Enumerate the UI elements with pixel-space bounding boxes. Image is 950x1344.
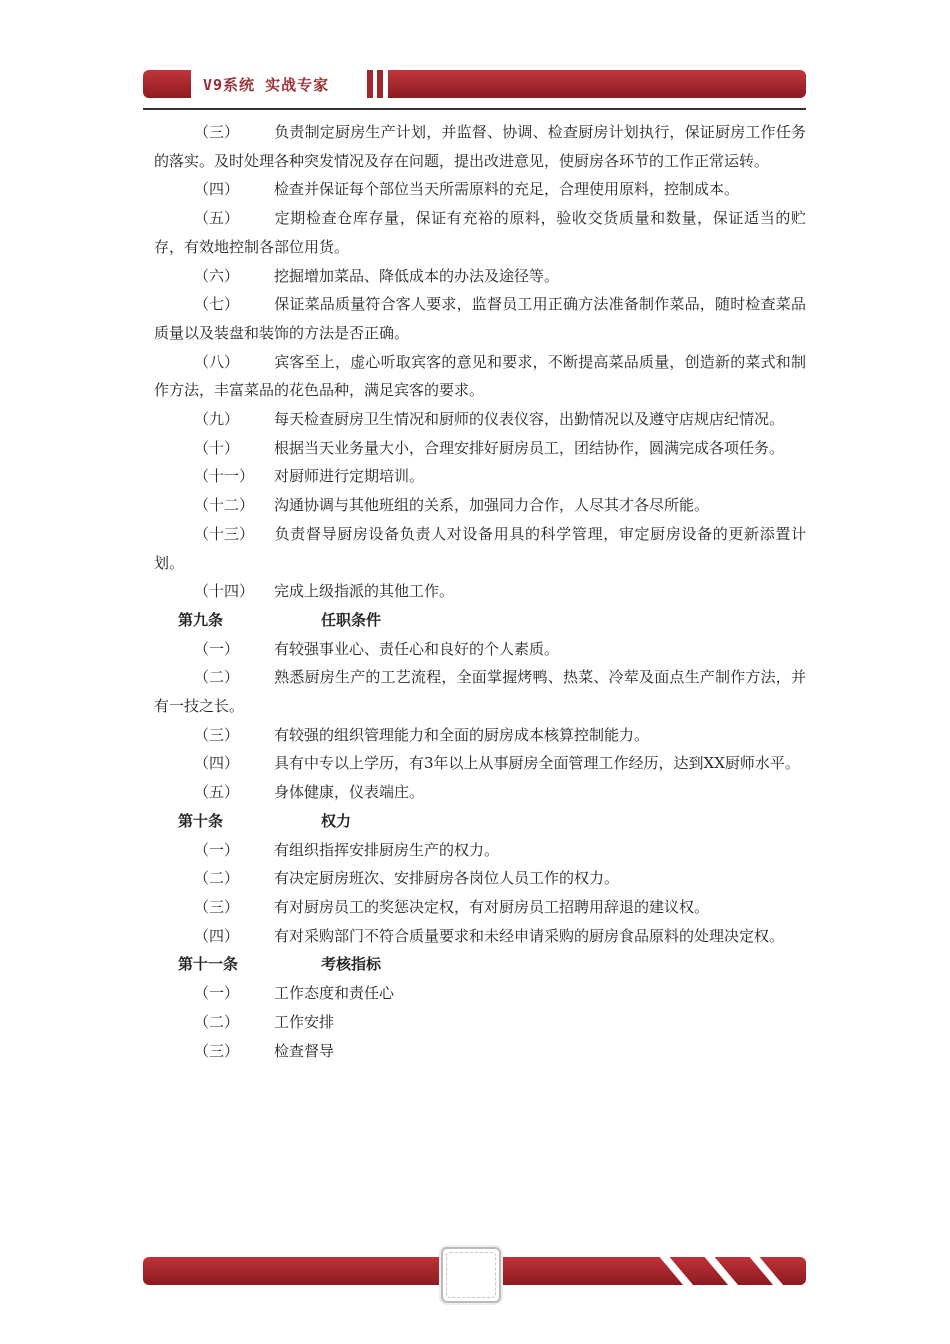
article-heading xyxy=(154,807,806,836)
article-number: 第十一条 xyxy=(178,955,239,974)
clause-number: （十四） xyxy=(194,582,255,601)
article-title: 权力 xyxy=(321,811,352,830)
clause-paragraph xyxy=(154,118,806,175)
clause-paragraph xyxy=(154,864,806,893)
clause-number: （九） xyxy=(194,410,240,429)
clause-number: （十二） xyxy=(194,496,255,515)
clause-text: 有对厨房员工的奖惩决定权，有对厨房员工招聘用辞退的建议权。 xyxy=(274,897,710,916)
clause-paragraph xyxy=(154,663,806,720)
clause-text: 有决定厨房班次、安排厨房各岗位人员工作的权力。 xyxy=(274,869,620,888)
clause-paragraph xyxy=(154,491,806,520)
clause-text: 有组织指挥安排厨房生产的权力。 xyxy=(274,840,500,859)
header-right-block xyxy=(388,70,806,98)
clause-paragraph xyxy=(154,1037,806,1066)
page-number-box xyxy=(441,1247,501,1303)
clause-text: 对厨师进行定期培训。 xyxy=(274,467,425,486)
clause-text: 熟悉厨房生产的工艺流程，全面掌握烤鸭、热菜、冷荤及面点生产制作方法，并有一技之长。 xyxy=(154,668,806,716)
page-header-banner xyxy=(143,68,806,100)
clause-number: （二） xyxy=(194,668,240,687)
clause-text: 有对采购部门不符合质量要求和未经申请采购的厨房食品原料的处理决定权。 xyxy=(274,926,785,945)
clause-number: （一） xyxy=(194,639,240,658)
clause-number: （十三） xyxy=(194,524,255,543)
clause-paragraph xyxy=(154,577,806,606)
clause-number: （七） xyxy=(194,295,240,314)
clause-paragraph xyxy=(154,836,806,865)
clause-text: 工作态度和责任心 xyxy=(274,984,395,1003)
clause-text: 检查督导 xyxy=(274,1041,335,1060)
clause-number: （十一） xyxy=(194,467,255,486)
clause-paragraph xyxy=(154,749,806,778)
clause-text: 沟通协调与其他班组的关系，加强同力合作，人尽其才各尽所能。 xyxy=(274,496,710,515)
clause-paragraph xyxy=(154,979,806,1008)
clause-number: （二） xyxy=(194,1012,240,1031)
clause-number: （十） xyxy=(194,438,240,457)
header-left-block xyxy=(143,70,191,98)
clause-paragraph xyxy=(154,721,806,750)
clause-text: 有较强事业心、责任心和良好的个人素质。 xyxy=(274,639,560,658)
clause-text: 具有中专以上学历，有3年以上从事厨房全面管理工作经历，达到XX厨师水平。 xyxy=(274,754,800,773)
clause-text: 根据当天业务量大小，合理安排好厨房员工，团结协作，圆满完成各项任务。 xyxy=(274,438,785,457)
clause-text: 负责督导厨房设备负责人对设备用具的科学管理，审定厨房设备的更新添置计划。 xyxy=(154,524,806,572)
clause-number: （五） xyxy=(194,209,240,228)
article-title: 考核指标 xyxy=(321,955,382,974)
article-title: 任职条件 xyxy=(321,610,382,629)
header-title: V9系统 实战专家 xyxy=(203,76,330,94)
clause-number: （三） xyxy=(194,725,240,744)
article-number: 第十条 xyxy=(178,811,224,830)
clause-text: 每天检查厨房卫生情况和厨师的仪表仪容，出勤情况以及遵守店规店纪情况。 xyxy=(274,410,785,429)
clause-paragraph xyxy=(154,434,806,463)
clause-number: （四） xyxy=(194,926,240,945)
clause-text: 检查并保证每个部位当天所需原料的充足，合理使用原料，控制成本。 xyxy=(274,180,740,199)
clause-paragraph xyxy=(154,922,806,951)
clause-number: （六） xyxy=(194,266,240,285)
clause-paragraph xyxy=(154,462,806,491)
clause-text: 定期检查仓库存量，保证有充裕的原料，验收交货质量和数量，保证适当的贮存，有效地控制各部位用货。 xyxy=(154,209,806,256)
clause-paragraph xyxy=(154,290,806,347)
clause-text: 宾客至上，虚心听取宾客的意见和要求，不断提高菜品质量，创造新的菜式和制作方法，丰富菜品的花色品种，满足宾客的要求。 xyxy=(154,352,806,400)
clause-number: （四） xyxy=(194,180,240,199)
clause-number: （一） xyxy=(194,840,240,859)
clause-number: （四） xyxy=(194,754,240,773)
clause-text: 有较强的组织管理能力和全面的厨房成本核算控制能力。 xyxy=(274,725,650,744)
header-divider-bar xyxy=(367,70,373,98)
clause-paragraph xyxy=(154,778,806,807)
article-number: 第九条 xyxy=(178,610,224,629)
clause-text: 保证菜品质量符合客人要求，监督员工用正确方法准备制作菜品，随时检查菜品质量以及装盘和装饰的方法是否正确。 xyxy=(154,295,806,342)
clause-number: （三） xyxy=(194,1041,240,1060)
clause-paragraph xyxy=(154,175,806,204)
clause-number: （一） xyxy=(194,984,240,1003)
clause-paragraph xyxy=(154,262,806,291)
document-body xyxy=(154,118,806,1065)
footer-stripe xyxy=(746,1257,790,1285)
clause-paragraph xyxy=(154,348,806,405)
clause-number: （五） xyxy=(194,783,240,802)
clause-text: 完成上级指派的其他工作。 xyxy=(274,582,455,601)
clause-paragraph xyxy=(154,204,806,261)
article-heading xyxy=(154,950,806,979)
clause-number: （二） xyxy=(194,869,240,888)
clause-text: 身体健康，仪表端庄。 xyxy=(274,783,425,802)
clause-text: 负责制定厨房生产计划，并监督、协调、检查厨房计划执行，保证厨房工作任务的落实。及时处理各种突发情况及存在问题，提出改进意见，使厨房各环节的工作正常运转。 xyxy=(154,123,806,170)
clause-paragraph xyxy=(154,635,806,664)
footer-stripe xyxy=(656,1257,700,1285)
clause-paragraph xyxy=(154,520,806,577)
clause-text: 工作安排 xyxy=(274,1012,335,1031)
clause-text: 挖掘增加菜品、降低成本的办法及途径等。 xyxy=(274,266,560,285)
clause-paragraph xyxy=(154,893,806,922)
clause-number: （三） xyxy=(194,897,240,916)
clause-paragraph xyxy=(154,405,806,434)
clause-paragraph xyxy=(154,1008,806,1037)
clause-number: （八） xyxy=(194,352,240,371)
header-divider-bar xyxy=(377,70,383,98)
header-rule xyxy=(143,108,806,110)
clause-number: （三） xyxy=(194,123,240,141)
article-heading xyxy=(154,606,806,635)
footer-stripe xyxy=(701,1257,745,1285)
page-footer-banner xyxy=(143,1257,806,1287)
